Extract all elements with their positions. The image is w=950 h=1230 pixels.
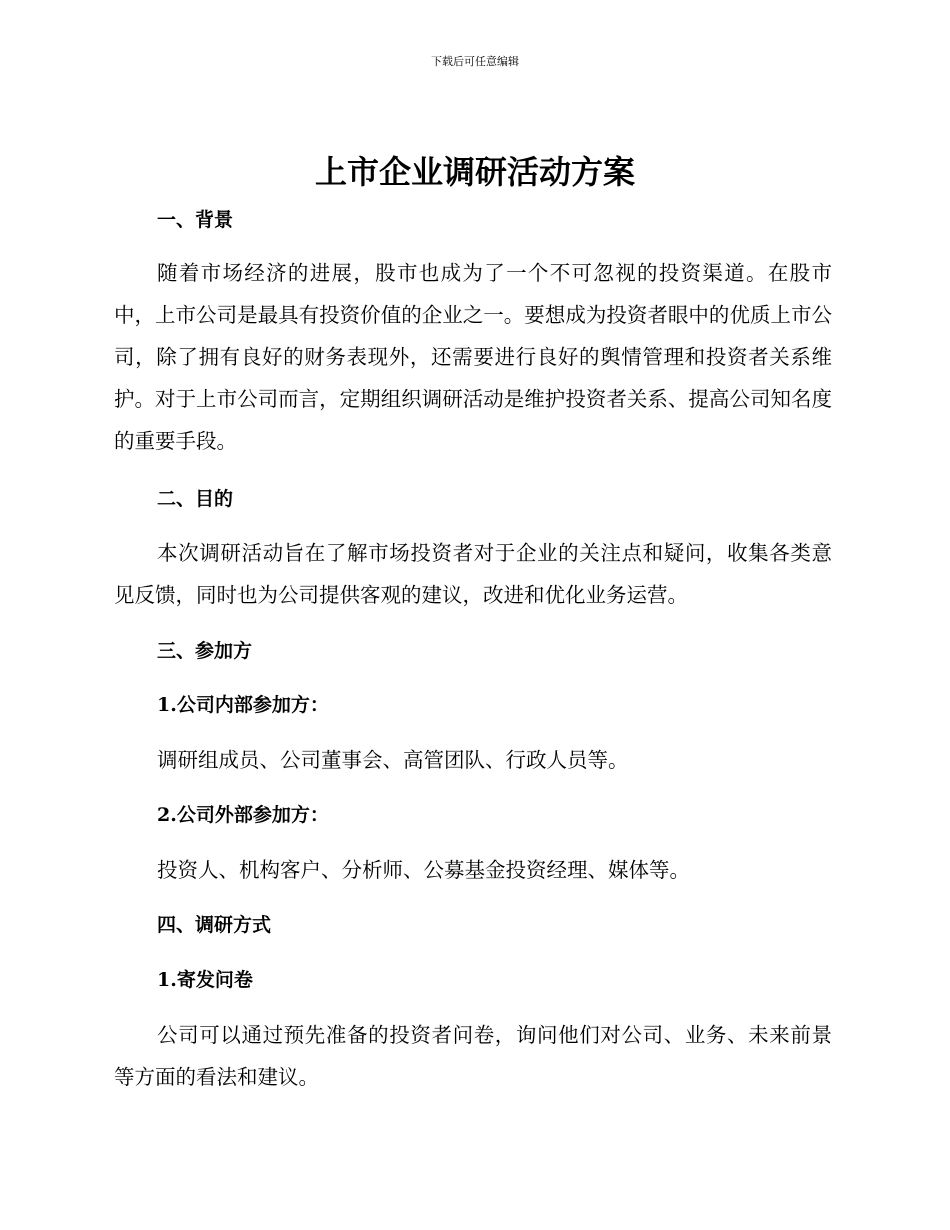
paragraph-questionnaire: 公司可以通过预先准备的投资者问卷，询问他们对公司、业务、未来前景等方面的看法和建议。: [114, 1023, 832, 1089]
section-heading-background: 一、背景: [157, 209, 234, 231]
paragraph-purpose: 本次调研活动旨在了解市场投资者对于企业的关注点和疑问，收集各类意见反馈，同时也为公司提供客观的建议，改进和优化业务运营。: [114, 541, 832, 607]
header-note: 下载后可任意编辑: [431, 55, 519, 68]
text-internal-participants: 调研组成员、公司董事会、高管团队、行政人员等。: [157, 748, 629, 772]
subheading-external-participants: 2.公司外部参加方：: [157, 804, 329, 826]
document-title: 上市企业调研活动方案: [314, 153, 635, 191]
section-heading-participants: 三、参加方: [157, 640, 253, 662]
section-heading-methods: 四、调研方式: [157, 914, 272, 936]
subheading-internal-participants: 1.公司内部参加方：: [157, 694, 329, 716]
paragraph-background: 随着市场经济的进展，股市也成为了一个不可忽视的投资渠道。在股市中，上市公司是最具有投资价值的企业之一。要想成为投资者眼中的优质上市公司，除了拥有良好的财务表现外，还需要进行良好的舆情管理和投资者关系维护。对于上市公司而言，定期组织调研活动是维护投资者关系、提高公司知名度的重要手段。: [114, 261, 832, 453]
subheading-questionnaire: 1.寄发问卷: [157, 969, 253, 991]
section-heading-purpose: 二、目的: [157, 488, 234, 510]
text-external-participants: 投资人、机构客户、分析师、公募基金投资经理、媒体等。: [157, 858, 690, 882]
